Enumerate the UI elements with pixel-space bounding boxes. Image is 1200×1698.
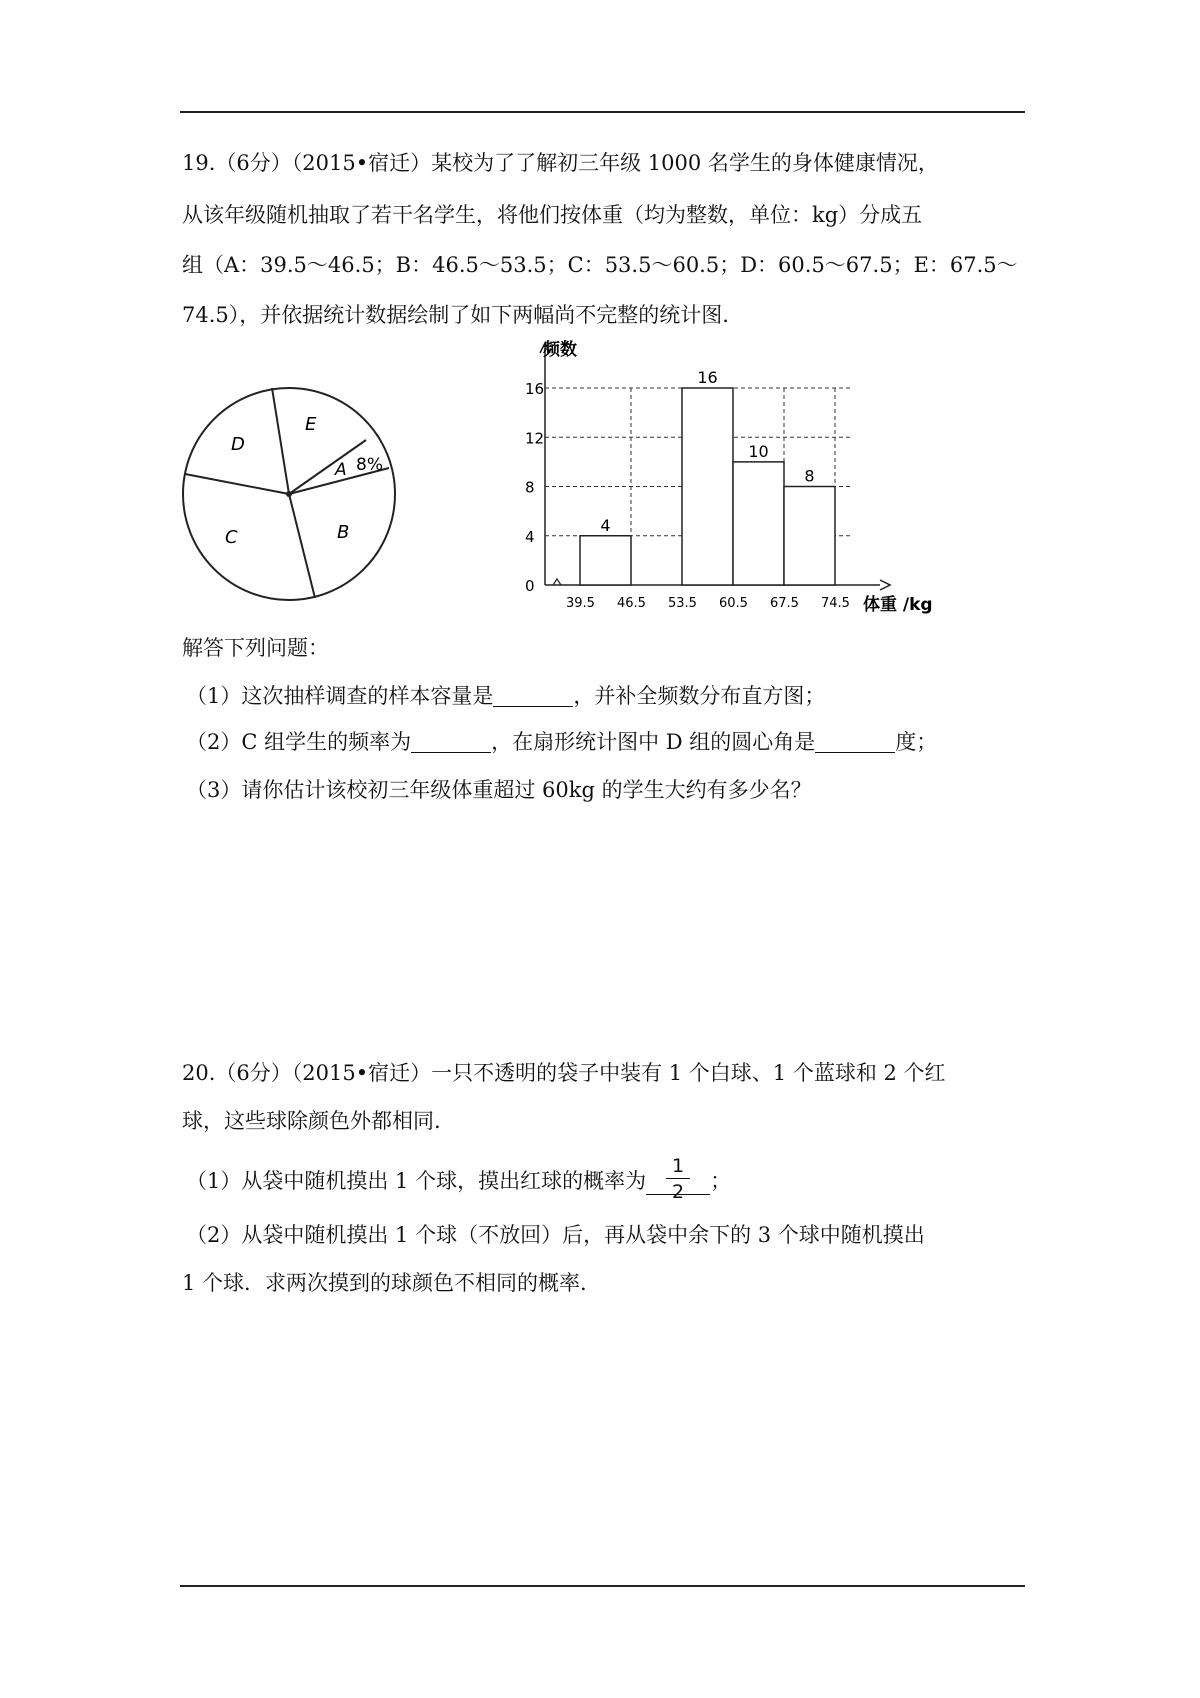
q20-part-1-text-a: （1）从袋中随机摸出 1 个球，摸出红球的概率为 (186, 1169, 647, 1193)
pie-value-a: 8% (356, 455, 383, 475)
bar-0 (580, 536, 631, 585)
y-tick-label-3: 12 (525, 429, 545, 448)
fraction-denominator: 2 (672, 1181, 685, 1203)
q19-line-4: 74.5），并依据统计数据绘制了如下两幅尚不完整的统计图. (182, 303, 729, 327)
pie-chart (175, 380, 415, 610)
q19-part-2-text-a: （2）C 组学生的频率为 (186, 730, 412, 754)
q19-part-2-blank-1[interactable] (411, 730, 491, 753)
bar-1 (682, 388, 733, 585)
q19-line-3: 组（A：39.5～46.5；B：46.5～53.5；C：53.5～60.5；D：60.5～67.5；E：67.5～ (182, 253, 1018, 277)
fraction-bar (666, 1178, 690, 1179)
y-tick-label-0: 0 (525, 577, 535, 595)
pie-label-e: E (305, 414, 317, 435)
x-tick-label-4: 67.5 (770, 596, 799, 611)
q19-part-2-text-c: 度； (895, 730, 938, 754)
bar-2 (733, 462, 784, 585)
bar-label-2: 10 (748, 441, 769, 461)
fraction-numerator: 1 (672, 1155, 685, 1177)
q20-answer-fraction (646, 1155, 710, 1203)
pie-divider-e-a (289, 440, 366, 494)
q19-part-3: （3）请你估计该校初三年级体重超过 60kg 的学生大约有多少名？ (186, 778, 812, 802)
q20-part-1 (186, 1155, 1036, 1203)
q19-part-2 (186, 727, 1036, 757)
histogram-chart (500, 335, 933, 625)
q19-line-1: 19.（6分）（2015•宿迁）某校为了了解初三年级 1000 名学生的身体健康情况， (182, 151, 939, 175)
x-axis-arrow (880, 580, 890, 590)
q20-line-2: 球，这些球除颜色外都相同. (182, 1109, 441, 1133)
q19-part-2-text-b: ，在扇形统计图中 D 组的圆心角是 (491, 730, 816, 754)
q19-part-1-text-a: （1）这次抽样调查的样本容量是 (186, 684, 494, 708)
q19-part-1-text-b: ，并补全频数分布直方图； (573, 684, 826, 708)
x-axis-title: 体重 /kg (863, 595, 933, 615)
x-tick-label-2: 53.5 (668, 596, 697, 611)
x-tick-label-3: 60.5 (719, 596, 748, 611)
q19-part-1 (186, 681, 1036, 711)
bar-3 (784, 487, 835, 586)
header-rule (180, 111, 1025, 113)
q20-part-2-line-2: 1 个球．求两次摸到的球颜色不相同的概率. (182, 1271, 587, 1295)
pie-center (286, 491, 292, 497)
pie-label-b: B (337, 522, 350, 543)
q20-line-1: 20.（6分）（2015•宿迁）一只不透明的袋子中装有 1 个白球、1 个蓝球和 2 个红 (182, 1061, 946, 1085)
pie-label-a: A (335, 460, 347, 480)
answer-underline (646, 1194, 710, 1195)
q20-part-1-text-b: ； (710, 1169, 732, 1193)
x-tick-label-1: 46.5 (617, 596, 646, 611)
q19-part-1-blank[interactable] (493, 684, 573, 707)
q19-answer-intro: 解答下列问题： (182, 636, 329, 660)
y-tick-label-1: 4 (525, 527, 535, 546)
x-tick-label-0: 39.5 (566, 596, 595, 611)
y-tick-label-4: 16 (525, 380, 545, 398)
x-tick-label-5: 74.5 (821, 596, 850, 611)
pie-label-d: D (231, 434, 245, 455)
q19-part-2-blank-2[interactable] (815, 730, 895, 753)
y-axis-title: 频数 (543, 340, 577, 360)
pie-divider-d-e (272, 388, 289, 494)
pie-label-c: C (225, 527, 238, 548)
q20-part-2-line-1: （2）从袋中随机摸出 1 个球（不放回）后，再从袋中余下的 3 个球中随机摸出 (186, 1223, 925, 1247)
q19-line-2: 从该年级随机抽取了若干名学生，将他们按体重（均为整数，单位：kg）分成五 (182, 203, 923, 227)
footer-rule (180, 1585, 1025, 1587)
axis-break-mark (553, 579, 561, 585)
bar-label-1: 16 (697, 368, 718, 387)
bar-label-0: 4 (600, 515, 611, 535)
bar-label-3: 8 (804, 466, 815, 486)
y-tick-label-2: 8 (525, 478, 535, 497)
pie-divider-c-d (185, 474, 289, 494)
pie-divider-b-c (289, 494, 315, 598)
